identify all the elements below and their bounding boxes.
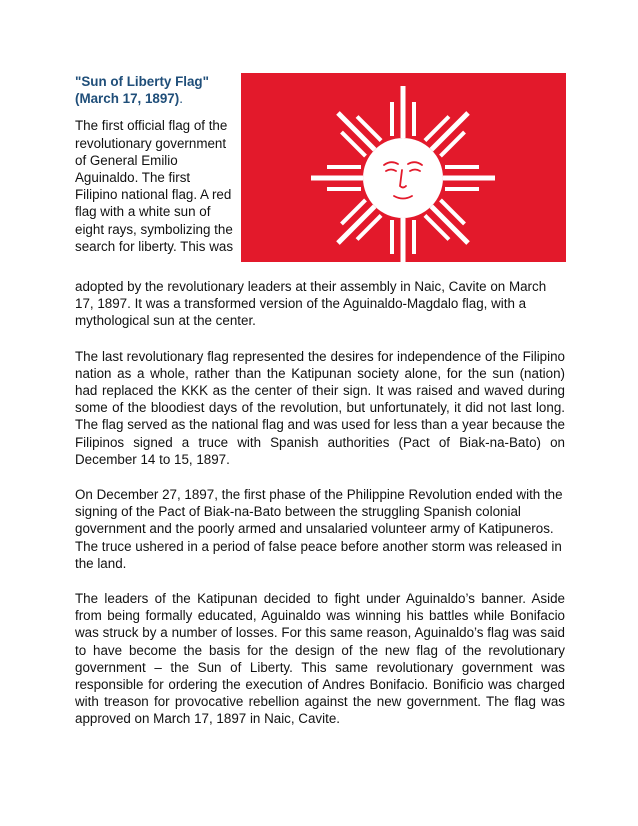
ray-prong: [311, 176, 363, 181]
ray-prong: [401, 86, 406, 138]
ray-prong: [412, 102, 416, 136]
ray-prong: [327, 165, 361, 169]
paragraph-pact-of-biak-na-bato: On December 27, 1897, the first phase of the Philippine Revolution ended with the signing of the Pact of Biak-na-Bato between the struggling Spanish colonial government and the poorly armed and unsalaried volunteer army of Katipuneros. The truce ushered in a period of false peace before another storm was released in the land.: [75, 487, 563, 571]
ray-prong: [390, 102, 394, 136]
ray-prong: [443, 176, 495, 181]
article-body: [75, 278, 565, 746]
ray-prong: [412, 220, 416, 254]
ray-prong: [445, 187, 479, 191]
title-period: .: [179, 91, 183, 107]
ray-prong: [390, 220, 394, 254]
title-line-2: (March 17, 1897): [75, 91, 180, 107]
intro-paragraph: The first official flag of the revolutionary government of General Emilio Aguinaldo. The first Filipino national flag. A red flag with a white sun of eight rays, symbolizing the search for liberty. This was: [75, 118, 234, 254]
intro-column: [75, 73, 233, 255]
flag-title: [75, 73, 233, 107]
sun-disc: [363, 138, 443, 218]
title-line-1: "Sun of Liberty Flag": [75, 74, 209, 89]
sun-of-liberty-flag-image: [241, 73, 566, 262]
sun-flag-svg: [241, 73, 566, 262]
ray-prong: [401, 218, 406, 262]
paragraph-continuation: adopted by the revolutionary leaders at their assembly in Naic, Cavite on March 17, 1897. It was a transformed version of the Aguinaldo-Magdalo flag, with a mythological sun at the center.: [75, 279, 547, 329]
ray-prong: [327, 187, 361, 191]
paragraph-last-revolutionary-flag: The last revolutionary flag represented the desires for independence of the Filipino nation as a whole, rather than the Katipunan society alone, for the sun (nation) had replaced the KKK as the center of their sign. It was raised and waved during some of the bloodiest days of the revolution, but unfortunately, it did not last long. The flag served as the national flag and was used for less than a year because the Filipinos signed a truce with Spanish authorities (Pact of Biak-na-Bato) on December 14 to 15, 1897.: [75, 348, 565, 467]
paragraph-katipunan-leaders: The leaders of the Katipunan decided to fight under Aguinaldo’s banner. Aside from being formally educated, Aguinaldo was winning his battles while Bonifacio was struck by a number of losses. For this same reason, Aguinaldo’s flag was said to have become the basis for the design of the new flag of the revolutionary government – the Sun of Liberty. This same revolutionary government was responsible for ordering the execution of Andres Bonifacio. Bonificio was charged with treason for provocative rebellion against the new government. The flag was approved on March 17, 1897 in Naic, Cavite.: [75, 591, 565, 727]
ray-prong: [445, 165, 479, 169]
